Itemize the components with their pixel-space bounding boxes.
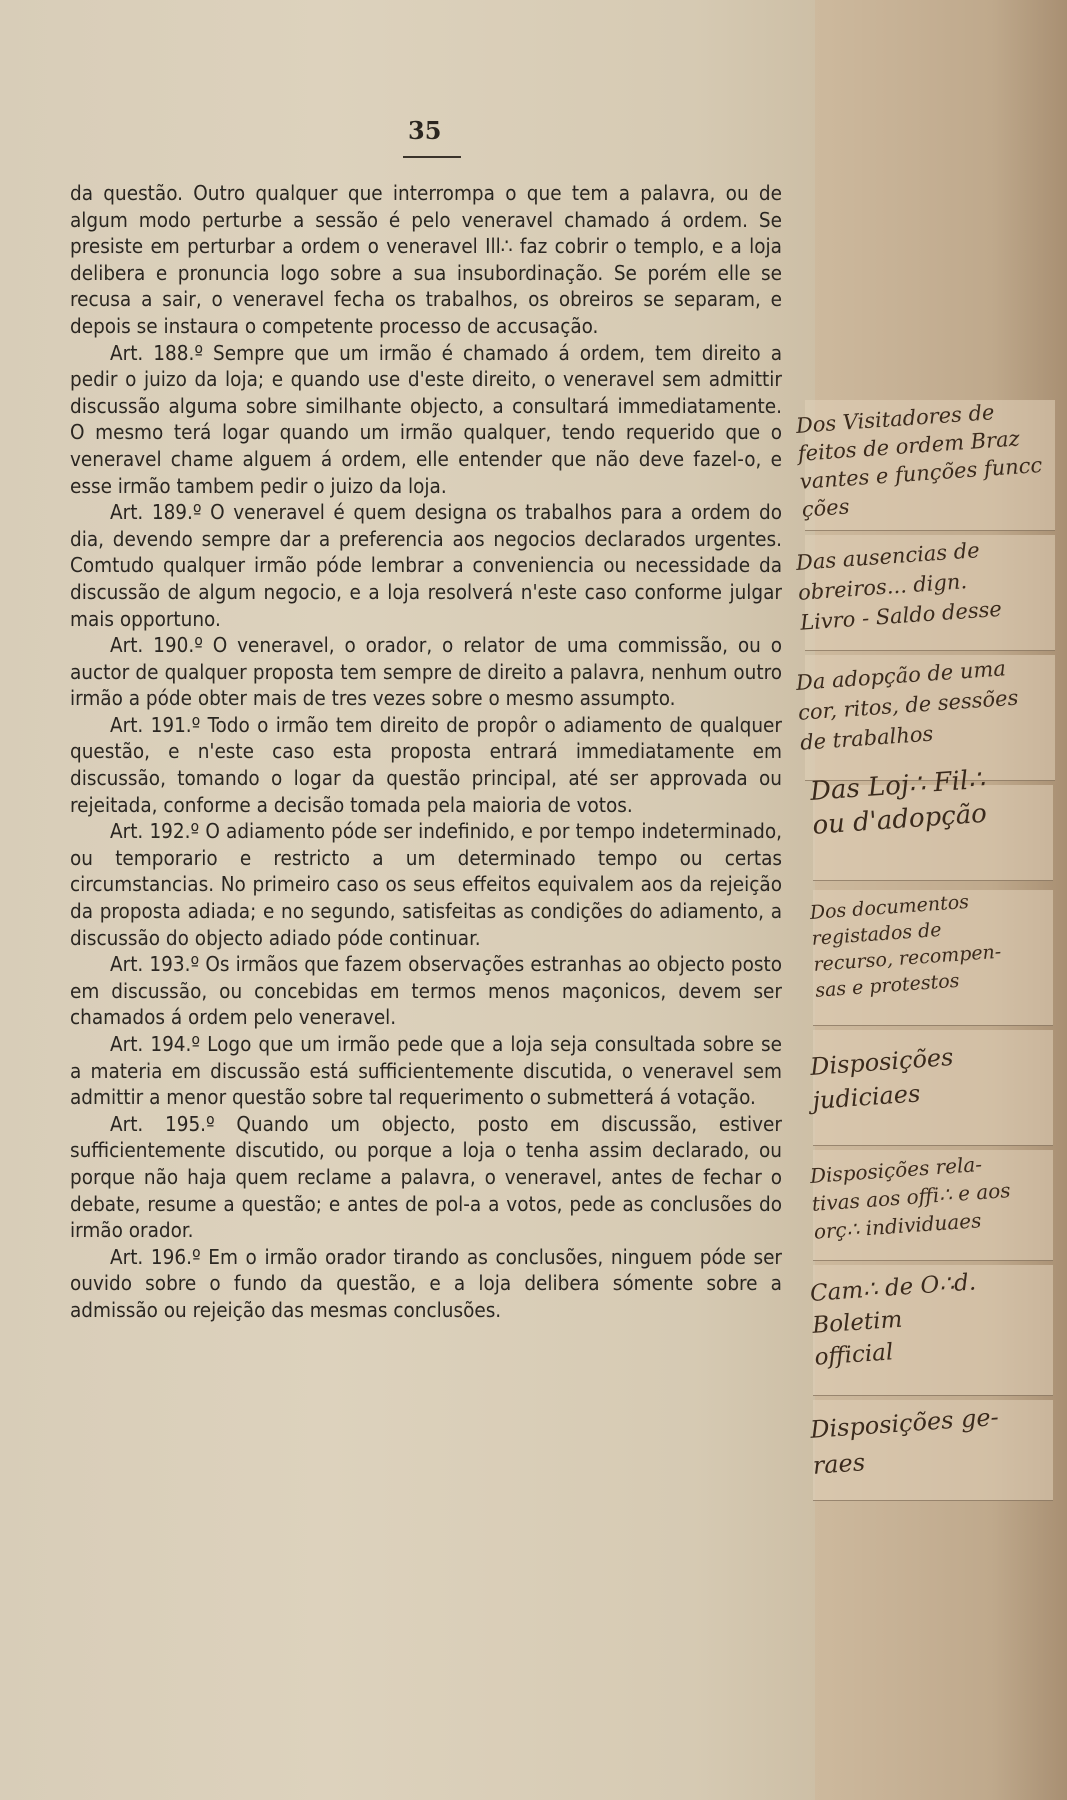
margin-note: Das ausencias de obreiros... dign. Livro - Saldo desse	[795, 538, 1003, 635]
margin-note: Cam∴ de O∴d. Boletim official	[809, 1269, 977, 1371]
paragraph-art-194: Art. 194.º Logo que um irmão pede que a loja seja consultada sobre se a materia em discussão está sufficientemente discutida, o veneravel sem admittir a menor questão sobre tal requerimento o submetterá á votação.	[70, 1032, 782, 1110]
body-text	[70, 180, 782, 1324]
margin-note: Das Loj∴ Fil∴ ou d'adopção	[809, 764, 988, 841]
paragraph-art-195: Art. 195.º Quando um objecto, posto em discussão, estiver sufficientemente discutido, ou porque a loja o tenha assim declarado, ou porque não haja quem reclame a palavra, o veneravel, antes de fechar o debate, resume a questão; e antes de pol-a a votos, pede as conclusões do irmão orador.	[70, 1111, 782, 1243]
paragraph-art-196: Art. 196.º Em o irmão orador tirando as conclusões, ninguem póde ser ouvido sobre o fundo da questão, e a loja delibera sómente sobre a admissão ou rejeição das mesmas conclusões.	[70, 1244, 782, 1322]
page-number-rule	[403, 156, 461, 158]
margin-note: Disposições rela- tivas aos offi∴ e aos orç∴ individuaes	[809, 1151, 1012, 1244]
paragraph-art-188: Art. 188.º Sempre que um irmão é chamado á ordem, tem direito a pedir o juizo da loja; e quando use d'este direito, o veneravel sem admittir discussão alguma sobre similhante objecto, a consultará immediatamente. O mesmo terá logar quando um irmão qualquer, tendo requerido que o veneravel chame alguem á ordem, elle entender que não deve fazel-o, e esse irmão tambem pedir o juizo da loja.	[70, 340, 782, 498]
margin-note: Da adopção de uma cor, ritos, de sessões de trabalhos	[795, 656, 1020, 755]
paragraph-art-189: Art. 189.º O veneravel é quem designa os trabalhos para a ordem do dia, devendo sempre dar a preferencia aos negocios declarados urgentes. Comtudo qualquer irmão póde lembrar a conveniencia ou necessidade da discussão de algum negocio, e a loja resolverá n'este caso conforme julgar mais opportuno.	[70, 500, 782, 631]
margin-note: Dos documentos registados de recurso, recompen- sas e protestos	[809, 890, 1002, 1002]
page-number: 35	[408, 116, 442, 145]
paragraph-art-190: Art. 190.º O veneravel, o orador, o relator de uma commissão, ou o auctor de qualquer proposta tem sempre de direito a palavra, nenhum outro irmão a póde obter mais de tres vezes sobre o mesmo assumpto.	[70, 633, 782, 711]
margin-note: Disposições ge- raes	[809, 1402, 1000, 1480]
paragraph: da questão. Outro qualquer que interrompa o que tem a palavra, ou de algum modo perturbe a sessão é pelo veneravel chamado á ordem. Se presiste em perturbar a ordem o veneravel Ill∴ faz cobrir o templo, e a loja delibera e pronuncia logo sobre a sua insubordinação. Se porém elle se recusa a sair, o veneravel fecha os trabalhos, os obreiros se separam, e depois se instaura o competente processo de accusação.	[70, 181, 782, 338]
paragraph-art-193: Art. 193.º Os irmãos que fazem observações estranhas ao objecto posto em discussão, ou concebidas em termos menos maçonicos, devem ser chamados á ordem pelo veneravel.	[70, 952, 782, 1030]
margin-note: Dos Visitadores de feitos de ordem Braz vantes e funções funcc ções	[795, 400, 1043, 522]
paragraph-art-191: Art. 191.º Todo o irmão tem direito de propôr o adiamento de qualquer questão, e n'este caso esta proposta entrará immediatamente em discussão, tomando o logar da questão principal, até ser approvada ou rejeitada, conforme a decisão tomada pela maioria de votos.	[70, 712, 782, 817]
margin-notes	[795, 400, 1063, 1500]
margin-note: Disposições judiciaes	[809, 1042, 955, 1115]
paragraph-art-192: Art. 192.º O adiamento póde ser indefinido, e por tempo indeterminado, ou temporario e restricto a um determinado tempo ou certas circumstancias. No primeiro caso os seus effeitos equivalem aos da rejeição da proposta adiada; e no segundo, satisfeitas as condições do adiamento, a discussão do objecto adiado póde continuar.	[70, 819, 782, 950]
